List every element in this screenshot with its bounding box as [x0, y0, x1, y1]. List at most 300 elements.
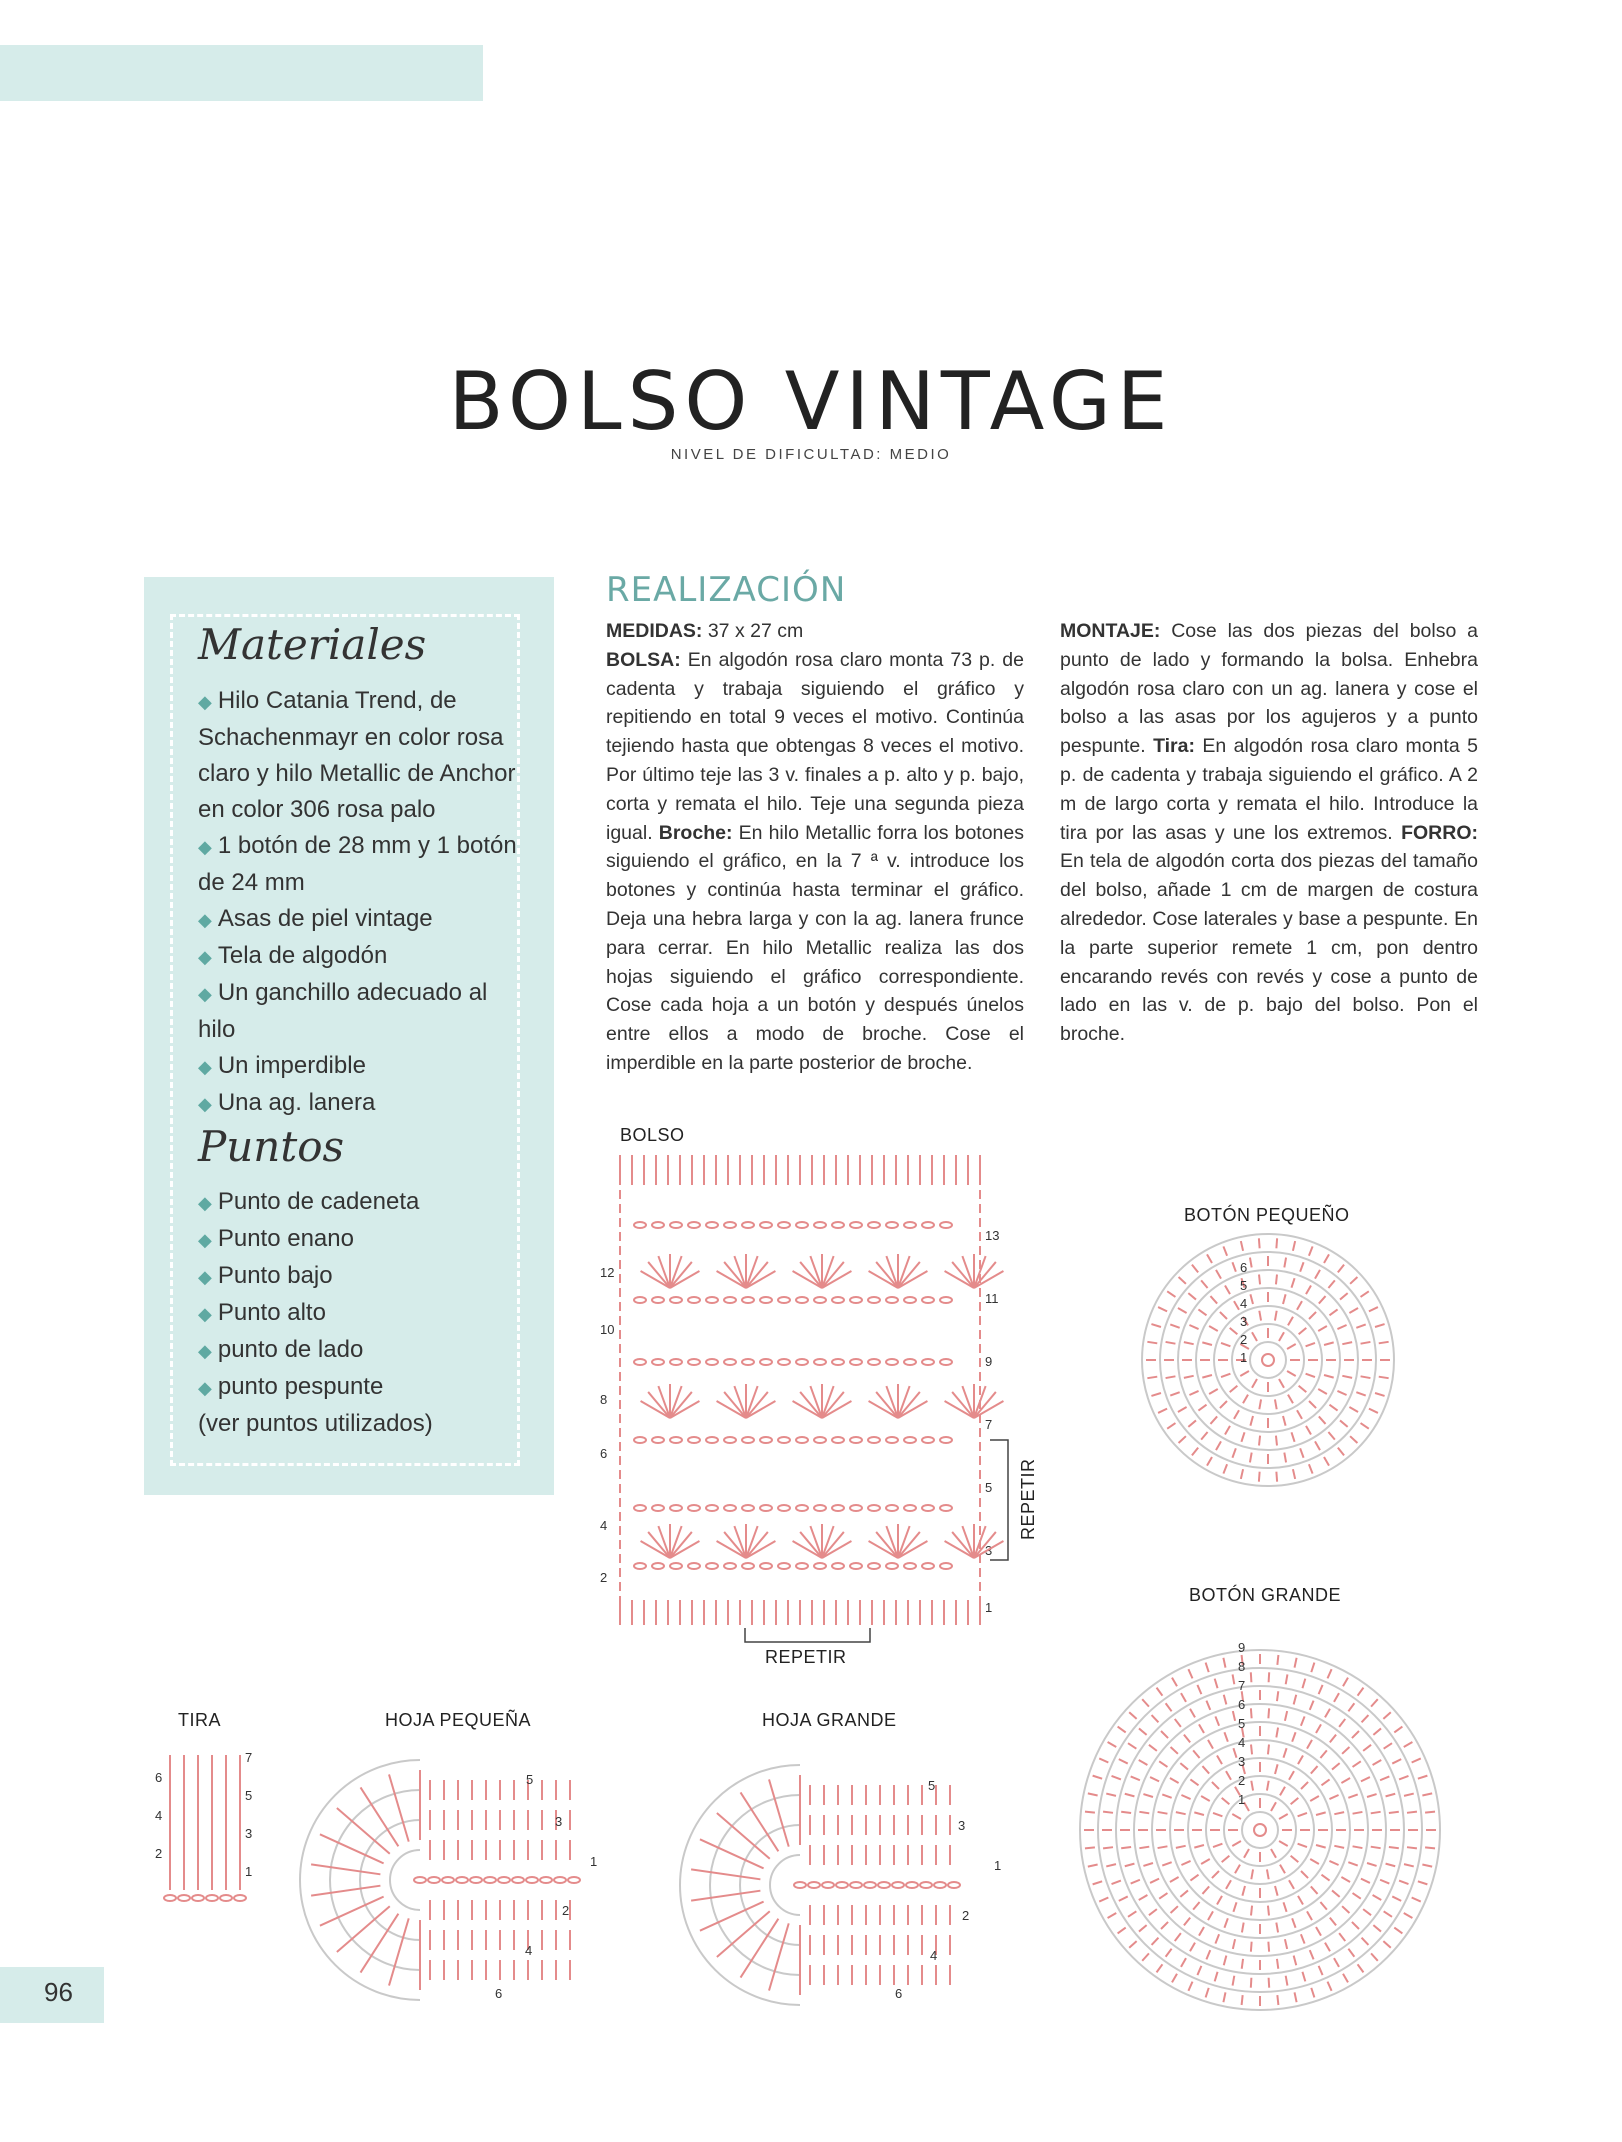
stitch-mark [1311, 1766, 1318, 1773]
stitch-mark [1310, 1950, 1314, 1959]
list-item: ◆ Punto alto [198, 1299, 326, 1326]
fan-stitch [648, 1262, 670, 1288]
list-item: ◆ Punto bajo [198, 1262, 333, 1289]
row-number: 8 [1238, 1659, 1246, 1674]
chain-stitch [796, 1563, 808, 1569]
stitch-mark [1220, 1401, 1227, 1408]
stitch-mark [1216, 1270, 1221, 1279]
boton-grande-chart [1080, 1640, 1440, 2010]
chain-stitch [760, 1297, 772, 1303]
stitch-mark [1348, 1949, 1354, 1957]
chain-stitch [498, 1877, 510, 1883]
fan-stitch [876, 1262, 898, 1288]
hoja-pequena-label: HOJA PEQUEÑA [385, 1710, 532, 1730]
diamond-bullet-icon: ◆ [198, 984, 212, 1004]
stitch-mark [1112, 1881, 1121, 1884]
chain-stitch [760, 1505, 772, 1511]
stitch-mark [1131, 1776, 1140, 1780]
list-item: ◆ Una ag. lanera [198, 1089, 376, 1116]
tira-chart [155, 1750, 252, 1901]
stitch-mark [1425, 1812, 1435, 1813]
stitch-mark [1324, 1457, 1329, 1466]
stitch-mark [1277, 1655, 1278, 1665]
stitch-mark [1358, 1688, 1364, 1696]
hoja-grande-chart [680, 1765, 1001, 2005]
chain-stitch [868, 1505, 880, 1511]
chain-stitch [688, 1563, 700, 1569]
stitch-mark [1362, 1715, 1369, 1722]
stitch-mark [1284, 1258, 1286, 1268]
list-item: ◆ Un ganchillo adecuado al hilo [198, 979, 488, 1043]
stitch-mark [1175, 1719, 1181, 1727]
stitch-mark [1251, 1978, 1252, 1988]
stitch-mark [1099, 1898, 1108, 1902]
stitch-mark [1180, 1763, 1188, 1769]
stitch-mark [1178, 1407, 1187, 1412]
bolso-repeat-horizontal-label: REPETIR [765, 1647, 847, 1667]
chain-stitch [634, 1359, 646, 1365]
chain-stitch [456, 1877, 468, 1883]
stitch-mark [1242, 1959, 1243, 1969]
stitch-mark [1213, 1844, 1222, 1847]
row-number: 1 [1240, 1350, 1248, 1365]
stitch-mark [1193, 1750, 1199, 1758]
stitch-mark [1143, 1863, 1153, 1866]
stitch-mark [1222, 1798, 1230, 1804]
stitch-mark [1363, 1909, 1371, 1915]
chain-stitch [794, 1882, 806, 1888]
stitch-mark [1259, 1436, 1260, 1446]
stitch-mark [1375, 1324, 1385, 1327]
stitch-mark [1241, 1469, 1243, 1479]
chain-stitch [904, 1563, 916, 1569]
stitch-mark [1389, 1847, 1399, 1848]
stitch-mark [1161, 1922, 1168, 1929]
chain-stitch [670, 1505, 682, 1511]
stitch-mark [1412, 1758, 1421, 1762]
stitch-mark [1380, 1776, 1389, 1780]
chain-stitch [906, 1882, 918, 1888]
stitch-mark [1118, 1928, 1126, 1934]
stitch-mark [1158, 1846, 1168, 1848]
stitch-mark [1340, 1293, 1348, 1299]
stitch-mark [1324, 1342, 1334, 1345]
stitch-mark [1159, 1893, 1167, 1899]
stitch-mark [1283, 1748, 1286, 1758]
fan-stitch [361, 1914, 399, 1973]
stitch-mark [1215, 1972, 1218, 1982]
fan-stitch [670, 1532, 692, 1558]
stitch-mark [1233, 1902, 1236, 1912]
ring [1196, 1288, 1340, 1432]
fan-stitch [700, 1839, 764, 1868]
chain-stitch [850, 1297, 862, 1303]
row-number: 3 [1240, 1314, 1248, 1329]
stitch-mark [1332, 1763, 1340, 1769]
chain-stitch [652, 1359, 664, 1365]
fan-stitch [361, 1787, 399, 1846]
stitch-mark [1232, 1262, 1235, 1271]
row-number-left: 4 [600, 1518, 608, 1533]
stitch-mark [1125, 1794, 1135, 1797]
stitch-mark [1158, 1409, 1167, 1413]
stitch-mark [1298, 1756, 1303, 1765]
stitch-mark [1232, 1814, 1241, 1819]
stitch-mark [1291, 1432, 1294, 1442]
stitch-mark [1202, 1375, 1212, 1378]
chain-stitch [920, 1882, 932, 1888]
stitch-mark [1339, 1933, 1345, 1941]
stitch-mark [1179, 1277, 1186, 1284]
stitch-mark [1356, 1392, 1365, 1395]
stitch-mark [1309, 1312, 1316, 1319]
chain-stitch [832, 1505, 844, 1511]
stitch-mark [1309, 1401, 1316, 1408]
stitch-mark [1330, 1735, 1336, 1743]
stitch-mark [1250, 1416, 1253, 1426]
stitch-mark [1311, 1988, 1314, 1998]
row-number-right: 3 [245, 1826, 253, 1841]
chain-stitch [886, 1505, 898, 1511]
stitch-mark [1373, 1925, 1381, 1931]
stitch-mark [1162, 1862, 1171, 1865]
stitch-mark [1201, 1796, 1210, 1801]
chain-stitch [706, 1437, 718, 1443]
stitch-mark [1297, 1410, 1302, 1419]
chain-stitch [850, 1359, 862, 1365]
chain-stitch [850, 1563, 862, 1569]
stitch-mark [1352, 1731, 1359, 1738]
stitch-mark [1277, 1995, 1278, 2005]
diamond-bullet-icon: ◆ [198, 910, 212, 930]
stitch-mark [1394, 1727, 1402, 1733]
fan-stitch [952, 1532, 974, 1558]
chain-stitch [652, 1297, 664, 1303]
fan-stitch [724, 1262, 746, 1288]
hoja-grande-label: HOJA GRANDE [762, 1710, 897, 1730]
stitch-mark [1310, 1859, 1319, 1864]
chain-stitch [742, 1563, 754, 1569]
stitch-mark [1268, 1744, 1269, 1754]
stitch-mark [1259, 1274, 1260, 1284]
chain-stitch [706, 1297, 718, 1303]
fan-stitch [320, 1897, 384, 1926]
row-number: 4 [930, 1948, 938, 1963]
chain-stitch [706, 1222, 718, 1228]
stitch-mark [1251, 1781, 1253, 1791]
stitch-mark [1287, 1344, 1296, 1349]
stitch-mark [1158, 1307, 1167, 1311]
stitch-mark [1243, 1395, 1248, 1404]
leaf-arc [710, 1795, 800, 1975]
stitch-mark [1172, 1678, 1177, 1687]
stitch-mark [1161, 1731, 1168, 1738]
stitch-mark [1318, 1326, 1327, 1331]
stitch-mark [1301, 1716, 1305, 1725]
diamond-bullet-icon: ◆ [198, 1304, 212, 1324]
chain-stitch [634, 1297, 646, 1303]
row-number: 9 [1238, 1640, 1246, 1655]
ring [1142, 1234, 1394, 1486]
stitch-mark [1301, 1934, 1305, 1943]
stitch-mark [1233, 1976, 1235, 1986]
chain-stitch [868, 1563, 880, 1569]
stitch-mark [1288, 1395, 1293, 1404]
list-item: ◆ Tela de algodón [198, 942, 388, 969]
chain-stitch [652, 1437, 664, 1443]
chain-stitch [778, 1505, 790, 1511]
chain-stitch [760, 1563, 772, 1569]
stitch-mark [1361, 1291, 1369, 1297]
stitch-mark [1201, 1280, 1207, 1288]
bolso-diagram-label: BOLSO [620, 1125, 685, 1145]
row-number: 6 [1240, 1260, 1248, 1275]
boton-grande-label: BOTÓN GRANDE [1189, 1585, 1342, 1605]
row-number-left: 6 [155, 1770, 163, 1785]
stitch-mark [1300, 1262, 1303, 1271]
stitch-mark [1225, 1426, 1230, 1435]
chain-stitch [940, 1505, 952, 1511]
stitch-mark [1149, 1745, 1157, 1751]
chain-stitch [850, 1222, 862, 1228]
stitch-mark [1209, 1326, 1218, 1331]
stitch-mark [1319, 1685, 1323, 1694]
fan-stitch [724, 1532, 746, 1558]
stitch-mark [1167, 1291, 1175, 1297]
fan-stitch [769, 1779, 789, 1846]
stitch-mark [1315, 1441, 1320, 1450]
stitch-mark [1283, 1902, 1286, 1912]
stitch-mark [1316, 1724, 1321, 1733]
stitch-mark [1294, 1695, 1297, 1705]
stitch-mark [1371, 1953, 1378, 1960]
stitch-mark [1283, 1294, 1286, 1304]
stitch-mark [1199, 1724, 1204, 1733]
stitch-mark [1166, 1342, 1176, 1344]
stitch-mark [1404, 1742, 1413, 1747]
chain-stitch [850, 1505, 862, 1511]
stitches-note: (ver puntos utilizados) [198, 1410, 433, 1437]
stitch-mark [1271, 1802, 1276, 1811]
stitch-mark [1226, 1880, 1231, 1889]
stitch-mark [1251, 1708, 1252, 1718]
stitch-mark [1343, 1678, 1348, 1687]
stitch-mark [1088, 1865, 1098, 1867]
stitch-mark [1399, 1776, 1408, 1779]
list-item: ◆ Hilo Catania Trend, de Schachenmayr en color rosa claro y hilo Metallic de Anchor en color 306 rosa palo [198, 687, 516, 823]
stitch-mark [1300, 1448, 1303, 1457]
stitch-mark [1279, 1379, 1284, 1388]
bolso-repeat-vertical-label: REPETIR [1018, 1458, 1038, 1540]
chain-stitch [414, 1877, 426, 1883]
chain-stitch [868, 1297, 880, 1303]
stitch-mark [1181, 1795, 1190, 1799]
stitch-mark [1342, 1376, 1352, 1378]
chain-stitch [778, 1297, 790, 1303]
stitch-mark [1181, 1958, 1186, 1967]
diamond-bullet-icon: ◆ [198, 947, 212, 967]
chain-stitch [904, 1297, 916, 1303]
stitch-mark [1338, 1448, 1344, 1456]
stitch-mark [1244, 1849, 1249, 1858]
stitch-mark [1320, 1750, 1326, 1758]
stitch-mark [1286, 1976, 1288, 1986]
stitch-mark [1329, 1795, 1338, 1799]
stitch-mark [1328, 1982, 1332, 1991]
stitch-mark [1291, 1856, 1299, 1862]
chain-stitch [850, 1437, 862, 1443]
chain-stitch [850, 1882, 862, 1888]
stitch-mark [1379, 1342, 1389, 1343]
chain-stitch [760, 1222, 772, 1228]
chain-stitch [724, 1222, 736, 1228]
stitch-mark [1341, 1778, 1350, 1783]
row-number: 3 [555, 1814, 563, 1829]
stitch-mark [1166, 1703, 1172, 1711]
stitch-mark [1166, 1376, 1176, 1378]
chain-stitch [652, 1563, 664, 1569]
chain-stitch [886, 1563, 898, 1569]
stitch-mark [1332, 1890, 1340, 1896]
stitch-mark [1334, 1812, 1344, 1814]
ring [1160, 1252, 1376, 1468]
chain-stitch [814, 1359, 826, 1365]
stitch-mark [1250, 1294, 1253, 1304]
diamond-bullet-icon: ◆ [198, 1341, 212, 1361]
stitch-mark [1119, 1896, 1128, 1900]
stitch-mark [1361, 1376, 1371, 1378]
repeat-bracket-horizontal [745, 1628, 870, 1642]
stitch-mark [1310, 1796, 1319, 1801]
stitch-mark [1267, 1781, 1269, 1791]
stitch-mark [1392, 1759, 1401, 1763]
stitch-mark [1251, 1906, 1252, 1916]
stitch-mark [1259, 1311, 1261, 1321]
montaje-label: MONTAJE: [1060, 620, 1161, 642]
fan-stitch [389, 1774, 409, 1841]
tira-label: Tira: [1153, 735, 1195, 758]
broche-text: En hilo Metallic forra los botones siguiendo el gráfico, en la 7 ª v. introduce los botones y continúa hasta terminar el gráfico. Deja una hebra larga y con la ag. lanera frunce para cerrar. En hilo Metallic realiza las dos hojas siguiendo el gráfico correspondiente. Cose cada hoja a un botón y después únelos entre ellos a modo de broche. Cose el imperdible en la parte posterior de broche. [606, 821, 1024, 1074]
stitch-mark [1342, 1906, 1349, 1913]
fan-stitch [822, 1262, 844, 1288]
stitch-mark [1349, 1407, 1358, 1412]
chain-stitch [904, 1437, 916, 1443]
stitch-mark [1328, 1669, 1332, 1678]
chain-stitch [940, 1563, 952, 1569]
fan-stitch [320, 1834, 384, 1863]
stitch-mark [1384, 1911, 1392, 1916]
chain-stitch [652, 1222, 664, 1228]
fan-stitch [724, 1392, 746, 1418]
boton-pequeno-label: BOTÓN PEQUEÑO [1184, 1205, 1350, 1225]
stitch-mark [1188, 1420, 1196, 1426]
chain-stitch [922, 1359, 934, 1365]
stitch-mark [1093, 1881, 1103, 1884]
stitch-mark [1201, 1432, 1207, 1440]
stitch-mark [1367, 1794, 1377, 1797]
list-item: ◆ punto pespunte [198, 1373, 384, 1400]
stitch-mark [1362, 1938, 1369, 1945]
chain-stitch [892, 1882, 904, 1888]
stitch-mark [1202, 1886, 1209, 1893]
stitch-mark [1358, 1964, 1364, 1972]
stitch-mark [1316, 1845, 1326, 1848]
stitch-mark [1328, 1280, 1334, 1288]
stitch-mark [1268, 1906, 1269, 1916]
stitch-mark [1334, 1846, 1344, 1848]
stitch-mark [1287, 1371, 1296, 1376]
stitch-mark [1367, 1863, 1377, 1866]
stitch-mark [1234, 1301, 1239, 1310]
chain-stitch [922, 1437, 934, 1443]
stitch-mark [1259, 1399, 1261, 1409]
stitch-mark [1319, 1416, 1326, 1423]
row-number: 7 [1238, 1678, 1246, 1693]
stitch-mark [1407, 1812, 1417, 1813]
stitch-mark [1337, 1391, 1346, 1395]
row-number-right: 1 [245, 1864, 253, 1879]
stitch-mark [1139, 1895, 1148, 1900]
stitch-mark [1158, 1812, 1168, 1814]
stitch-mark [1233, 1939, 1235, 1949]
row-number: 4 [1240, 1296, 1248, 1311]
stitch-mark [1342, 1747, 1349, 1754]
stitch-mark [1404, 1864, 1414, 1866]
chain-stitch [904, 1222, 916, 1228]
row-number-right: 5 [245, 1788, 253, 1803]
stitch-mark [1252, 1379, 1257, 1388]
chain-stitch [922, 1505, 934, 1511]
list-item: ◆ Punto de cadeneta [198, 1188, 420, 1215]
stitch-mark [1233, 1748, 1236, 1758]
chain-stitch [670, 1437, 682, 1443]
chain-stitch [796, 1359, 808, 1365]
stitch-mark [1230, 1328, 1238, 1334]
stitch-mark [1291, 1278, 1294, 1288]
stitch-mark [1232, 1448, 1235, 1457]
diamond-bullet-icon: ◆ [198, 1267, 212, 1287]
stitch-mark [1302, 1679, 1305, 1689]
stitch-mark [1151, 1393, 1161, 1396]
stitch-mark [1373, 1728, 1381, 1734]
row-number: 4 [525, 1943, 533, 1958]
stitch-mark [1216, 1441, 1221, 1450]
stitch-mark [1299, 1386, 1307, 1392]
stitch-mark [1295, 1658, 1297, 1668]
chain-stitch [724, 1563, 736, 1569]
stitch-mark [1293, 1469, 1295, 1479]
diamond-bullet-icon: ◆ [198, 1378, 212, 1398]
stitch-mark [1223, 1464, 1227, 1473]
stitch-mark [1106, 1864, 1116, 1866]
row-number-right: 5 [985, 1480, 993, 1495]
chain-stitch [652, 1505, 664, 1511]
stitch-mark [1280, 1787, 1285, 1796]
stitch-mark [1093, 1776, 1103, 1779]
row-number-right: 7 [245, 1750, 253, 1765]
stitch-mark [1188, 1669, 1192, 1678]
stitch-mark [1276, 1436, 1277, 1446]
stitch-mark [1338, 1265, 1344, 1273]
chain-stitch [540, 1877, 552, 1883]
stitch-mark [1361, 1879, 1370, 1883]
stitch-mark [1201, 1859, 1210, 1864]
chain-stitch [868, 1359, 880, 1365]
chain-stitch [922, 1563, 934, 1569]
stitch-mark [1412, 1898, 1421, 1902]
row-number: 2 [1240, 1332, 1248, 1347]
row-number: 3 [1238, 1754, 1246, 1769]
